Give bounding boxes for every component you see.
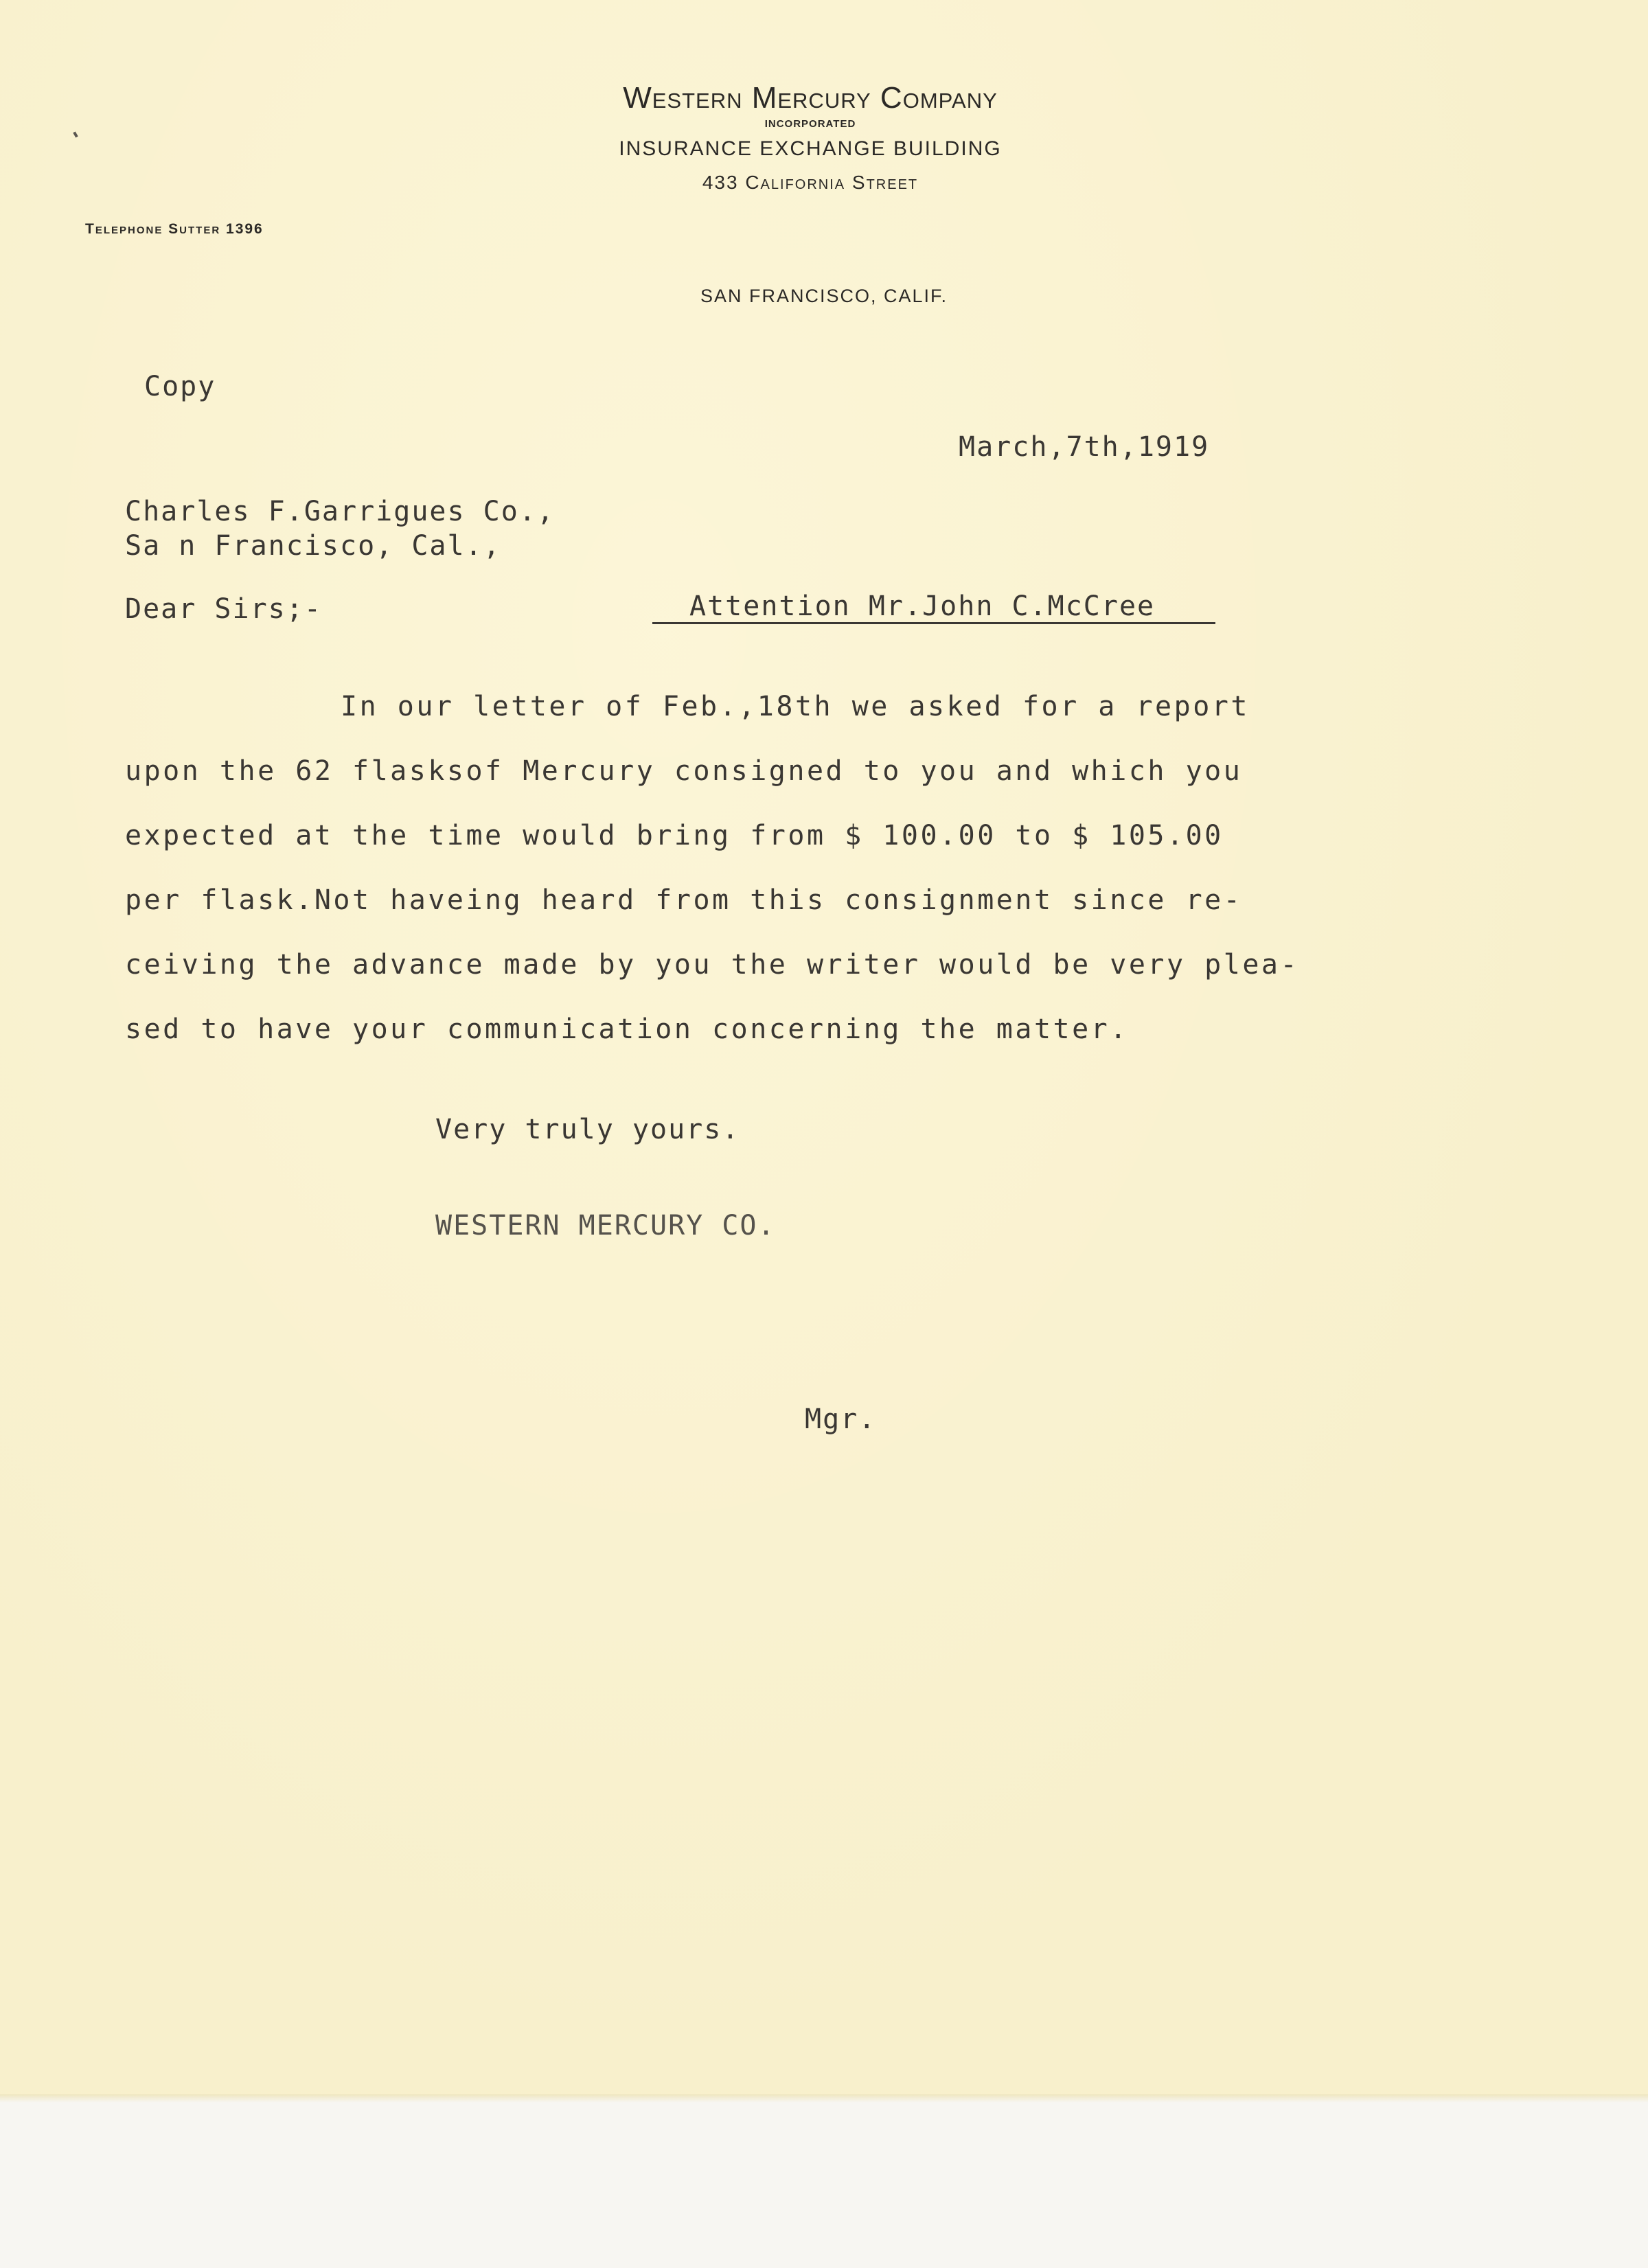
attention-underline [652, 622, 1215, 624]
copy-label: Copy [144, 371, 216, 402]
body-line-6: sed to have your communication concerning the matter. [125, 1013, 1129, 1045]
body-line-3: expected at the time would bring from $ 100.00 to $ 105.00 [125, 820, 1224, 851]
body-line-4: per flask.Not haveing heard from this consignment since re- [125, 884, 1243, 916]
letterhead-street: 433 California Street [702, 172, 919, 193]
salutation: Dear Sirs;- [125, 593, 322, 625]
body-line-5: ceiving the advance made by you the writer would be very plea- [125, 949, 1300, 981]
letterhead-company: Western Mercury Company [623, 81, 998, 115]
letterhead-telephone: Telephone Sutter 1396 [85, 221, 264, 237]
letterhead-city: SAN FRANCISCO, CALIF. [700, 286, 948, 306]
recipient-line-2: Sa n Francisco, Cal., [125, 530, 501, 562]
attention-line: Attention Mr.John C.McCree [689, 591, 1156, 622]
signature-title: Mgr. [805, 1404, 877, 1435]
letterhead-building: INSURANCE EXCHANGE BUILDING [619, 137, 1002, 160]
letterhead-incorporated: INCORPORATED [764, 118, 856, 130]
signature-company: WESTERN MERCURY CO. [435, 1210, 776, 1241]
paper-edge [0, 2094, 1648, 2103]
letter-date: March,7th,1919 [959, 431, 1210, 463]
body-line-1: In our letter of Feb.,18th we asked for a report [341, 691, 1250, 722]
closing: Very truly yours. [435, 1114, 740, 1145]
body-line-2: upon the 62 flasksof Mercury consigned to you and which you [125, 755, 1243, 787]
recipient-line-1: Charles F.Garrigues Co., [125, 496, 555, 527]
